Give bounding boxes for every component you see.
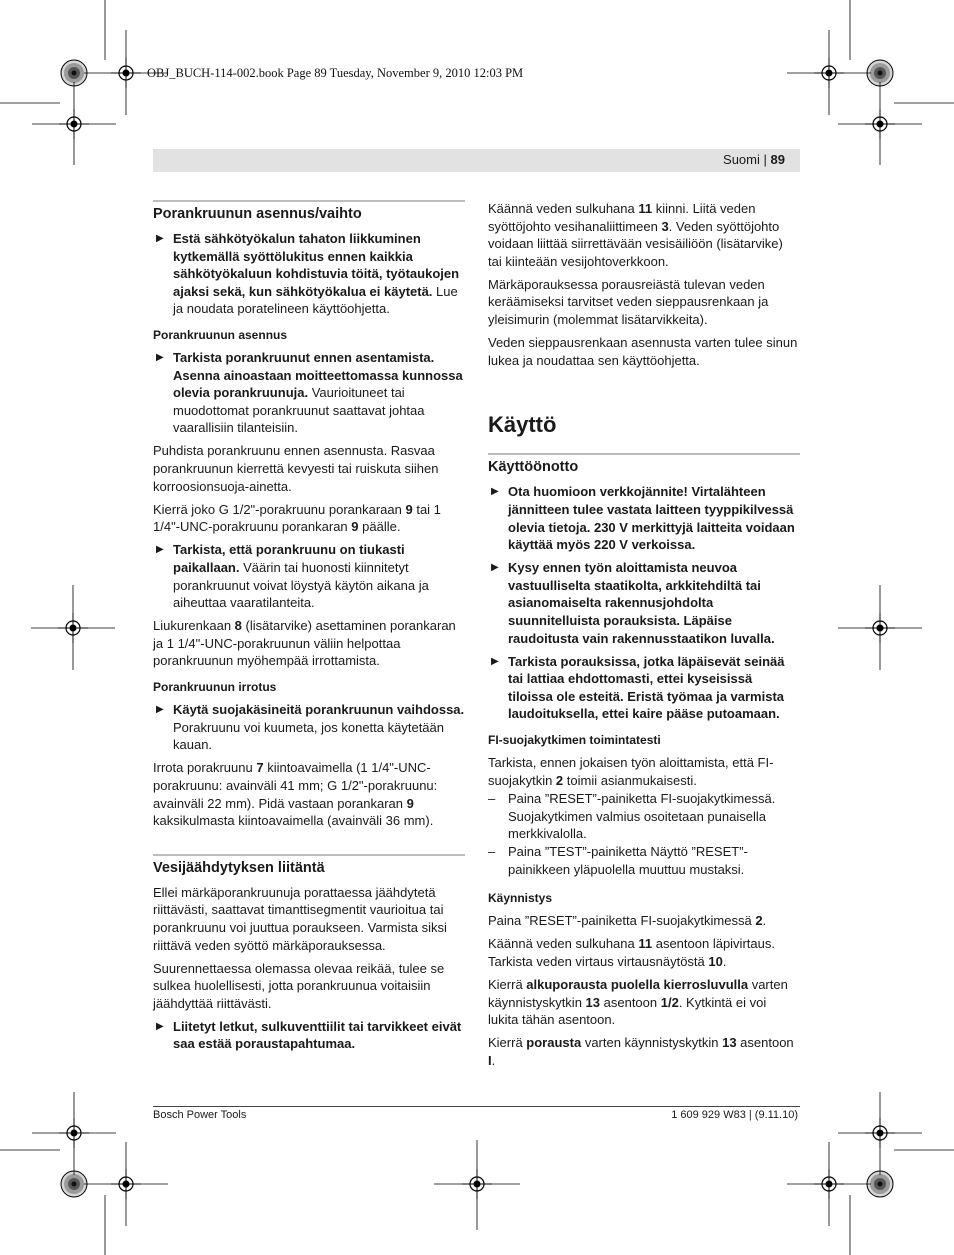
print-slug: OBJ_BUCH-114-002.book Page 89 Tuesday, November 9, 2010 12:03 PM bbox=[147, 66, 524, 80]
paragraph: Paina ”RESET”-painiketta FI-suojakytkimessä 2. bbox=[488, 913, 767, 929]
subsection-heading: Porankruunun asennus bbox=[153, 327, 288, 342]
safety-bullet: ▶ Liitetyt letkut, sulkuventtiilit tai tarvikkeet eivät saa estää poraustapahtumaa. bbox=[156, 1018, 462, 1052]
right-column bbox=[488, 200, 800, 1075]
paragraph: Kierrä porausta varten käynnistyskytkin 13 asentoon I. bbox=[488, 1035, 794, 1068]
triangle-right-icon: ▶ bbox=[156, 233, 164, 244]
chapter-title: Käyttö bbox=[488, 412, 557, 438]
paragraph: Liukurenkaan 8 (lisätarvike) asettaminen porankaran ja 1 1/4"-UNC-porakruunun väliin helpottaa porankruunun myöhempää irrottamista. bbox=[153, 618, 456, 669]
triangle-right-icon: ▶ bbox=[156, 351, 164, 363]
page-footer bbox=[153, 1106, 800, 1121]
paragraph: Kierrä alkuporausta puolella kierrosluvulla varten käynnistyskytkin 13 asentoon 1/2. Kytkintä ei voi lukita tähän asentoon. bbox=[488, 977, 788, 1028]
dash-item: – Paina ”TEST”-painiketta Näyttö ”RESET”-painikkeen yläpuolella muuttuu mustaksi. bbox=[488, 844, 748, 877]
paragraph: Märkäporauksessa porausreiästä tulevan veden keräämiseksi tarvitset veden sieppausrenkaan ja yleisimurin (molemmat lisätarvikkeita). bbox=[488, 276, 769, 328]
language-label: Suomi bbox=[723, 152, 760, 167]
footer-doc-number: 1 609 929 W83 | (9.11.10) bbox=[671, 1109, 798, 1121]
section-heading: Porankruunun asennus/vaihto bbox=[153, 200, 465, 224]
paragraph: Veden sieppausrenkaan asennusta varten tulee sinun lukea ja noudattaa sen käyttöohjetta. bbox=[488, 335, 798, 368]
paragraph: Käännä veden sulkuhana 11 kiinni. Liitä veden syöttöjohto vesihanaliittimeen 3. Veden syöttöjohto voidaan liittää siirrettävään vesisäiliöön (lisätarvike) tai kiinteään vesijohtoverkkoon. bbox=[488, 201, 783, 269]
page-number-label bbox=[723, 152, 785, 167]
page-number: 89 bbox=[770, 152, 785, 167]
safety-bullet: ▶ Käytä suojakäsineitä porankruunun vaihdossa. Porakruunu voi kuumeta, jos konetta käytetään kauan. bbox=[156, 702, 465, 753]
safety-bullet: ▶ Ota huomioon verkkojännite! Virtalähteen jännitteen tulee vastata laitteen tyyppikilvessä olevia tietoja. 230 V merkittyjä laitteita voidaan käyttää myös 220 V verkoissa. bbox=[491, 484, 795, 553]
footer-brand: Bosch Power Tools bbox=[153, 1109, 247, 1121]
paragraph: Kierrä joko G 1/2"-porakruunu porankaraan 9 tai 1 1/4"-UNC-porakruunu porankaran 9 päälle. bbox=[153, 501, 441, 535]
triangle-right-icon: ▶ bbox=[156, 544, 164, 556]
subsection-heading: Porankruunun irrotus bbox=[153, 680, 277, 695]
safety-bullet: ▶ Tarkista porauksissa, jotka läpäisevät seinää tai lattiaa ehdottomasti, ettei kyseisissä tiloissa ole esteitä. Eristä työmaa ja varmista laudoituksella, ettei kaire pääse putoamaan. bbox=[491, 653, 785, 722]
triangle-right-icon: ▶ bbox=[491, 562, 499, 574]
page-header bbox=[153, 149, 800, 172]
paragraph: Käännä veden sulkuhana 11 asentoon läpivirtaus. Tarkista veden virtaus virtausnäytöstä 10. bbox=[488, 936, 775, 969]
triangle-right-icon: ▶ bbox=[491, 655, 499, 667]
safety-bullet: ▶ Kysy ennen työn aloittamista neuvoa vastuulliselta staatikolta, arkkitehdiltä tai asianomaiselta rakennusjohdolta suunnitelluista porauksista. Läpäise raudoitusta vain rakennusstaatikon luvalla. bbox=[491, 560, 775, 646]
paragraph: Ellei märkäporankruunuja porattaessa jäähdytetä riittävästi, saattavat timanttisegmentit vaurioitua tai porankruunu voi juuttua poraukseen. Varmista siksi riittävä veden syöttö märkäporauksessa. bbox=[153, 884, 447, 953]
subsection-heading: FI-suojakytkimen toimintatesti bbox=[488, 733, 661, 748]
section-heading: Vesijäähdytyksen liitäntä bbox=[153, 854, 465, 878]
triangle-right-icon: ▶ bbox=[156, 1020, 164, 1032]
paragraph: Tarkista, ennen jokaisen työn aloittamista, että FI-suojakytkin 2 toimii asianmukaisesti. bbox=[488, 755, 774, 788]
header-separator: | bbox=[763, 152, 767, 167]
left-column bbox=[153, 200, 465, 1059]
safety-bullet: ▶ Tarkista, että porankruunu on tiukasti paikallaan. Väärin tai huonosti kiinnitetyt porankruunut voivat löystyä käytön aikana ja aiheuttaa vaaratilanteita. bbox=[156, 542, 429, 611]
triangle-right-icon: ▶ bbox=[491, 486, 499, 498]
section-heading: Käyttöönotto bbox=[488, 453, 800, 477]
paragraph: Suurennettaessa olemassa olevaa reikää, tulee se sulkea huolellisesti, jotta porankruunua voitaisiin jäähdyttää riittävästi. bbox=[153, 960, 445, 1011]
dash-item: – Paina ”RESET”-painiketta FI-suojakytkimessä. Suojakytkimen valmius osoitetaan punaisella merkkivalolla. bbox=[488, 791, 776, 842]
paragraph: Puhdista porankruunu ennen asennusta. Rasvaa porankruunun kierrettä kevyesti tai ruiskuta siihen korroosionsuoja-ainetta. bbox=[153, 443, 439, 494]
safety-bullet: ▶ Estä sähkötyökalun tahaton liikkuminen kytkemällä syöttölukitus ennen kaikkia sähkötyökaluun kohdistuvia töitä, työtaukojen ajaksi sekä, kun sähkötyökalua ei käytetä. Lue ja noudata poratelineen käyttöohjetta. bbox=[156, 231, 460, 317]
triangle-right-icon: ▶ bbox=[156, 704, 164, 716]
safety-bullet: ▶ Tarkista porankruunut ennen asentamista. Asenna ainoastaan moitteettomassa kunnossa olevia porankruunuja. Vaurioituneet tai muodottomat porankruunut saattavat johtaa vaarallisiin tilanteisiin. bbox=[156, 349, 463, 436]
paragraph: Irrota porakruunu 7 kiintoavaimella (1 1/4"-UNC-porakruunu: avainväli 41 mm; G 1/2"-porakruunu: avainväli 22 mm). Pidä vastaan porankaran 9 kaksikulmasta kiintoavaimella (avainväli 36 mm). bbox=[153, 760, 438, 829]
subsection-heading: Käynnistys bbox=[488, 891, 553, 906]
